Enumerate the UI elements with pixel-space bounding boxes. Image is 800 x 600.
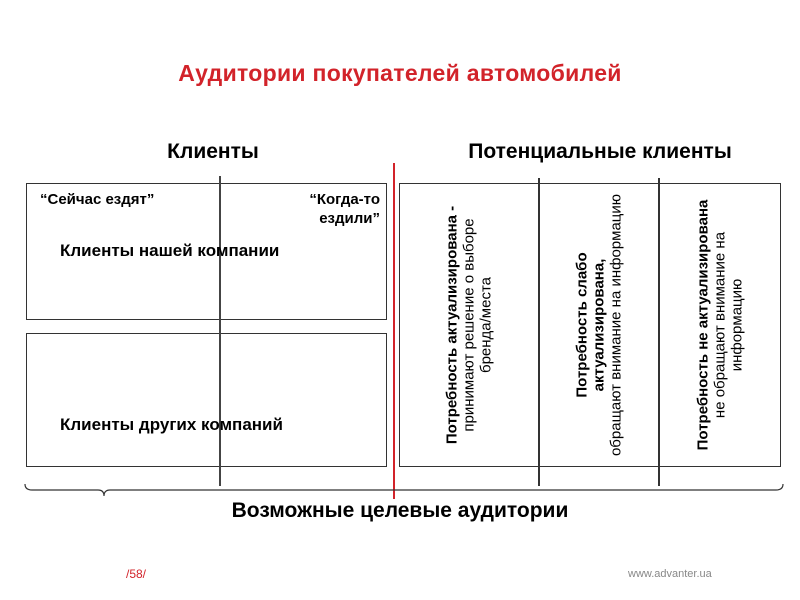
page-number: /58/ <box>126 567 147 581</box>
label-target-audiences: Возможные целевые аудитории <box>231 499 569 522</box>
column-2-bold-text: Потребность слабо актуализирована, <box>573 252 608 398</box>
footer-url: www.advanter.ua <box>628 568 712 580</box>
slide-title: Аудитории покупателей автомобилей <box>178 60 622 86</box>
divider-now-vs-past <box>219 176 221 486</box>
header-clients: Клиенты <box>167 140 259 163</box>
divider-clients-vs-potential <box>393 163 395 499</box>
column-1-text: принимают решение о выборе бренда/места <box>460 218 495 432</box>
divider-potential-2 <box>658 178 660 486</box>
label-now-riding: “Сейчас ездят” <box>40 191 155 208</box>
column-2-text: обращают внимание на информацию <box>607 193 625 457</box>
column-1-bold-text: Потребность актуализирована - <box>443 205 461 445</box>
column-need-actualized <box>401 185 537 465</box>
header-potential-clients: Потенциальные клиенты <box>468 140 732 163</box>
box-other-clients <box>26 333 387 467</box>
column-3-text: не обращают внимание на информацию <box>711 231 746 419</box>
label-other-clients: Клиенты других компаний <box>60 415 283 434</box>
divider-potential-1 <box>538 178 540 486</box>
column-3-bold-text: Потребность не актуализирована <box>694 199 712 451</box>
label-once-rode: “Когда-то ездили” <box>309 191 380 227</box>
column-need-not-actualized <box>661 185 779 465</box>
label-our-clients: Клиенты нашей компании <box>60 241 280 260</box>
column-need-weakly-actualized <box>541 185 657 465</box>
